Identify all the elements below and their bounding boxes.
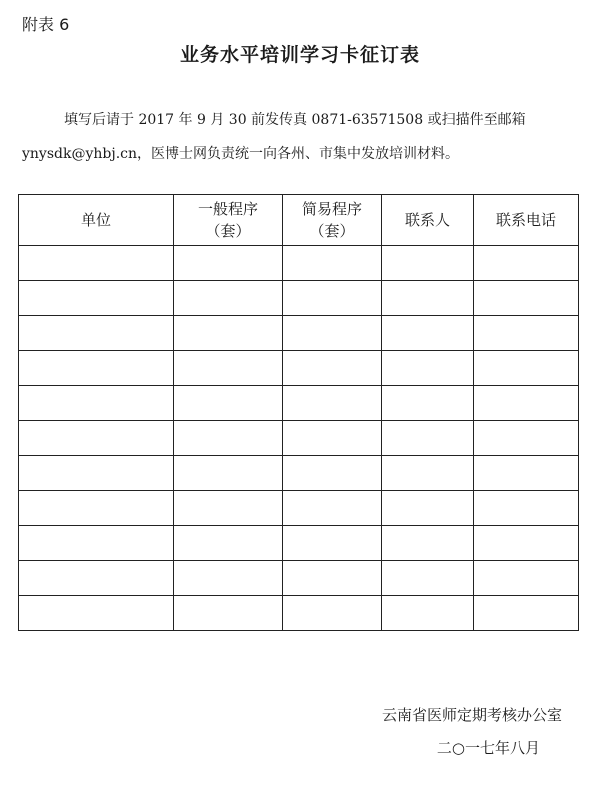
cell-general-procedure[interactable] xyxy=(174,246,283,281)
form-title: 业务水平培训学习卡征订表 xyxy=(179,44,420,66)
table-row xyxy=(19,351,579,386)
cell-simple-procedure[interactable] xyxy=(283,526,382,561)
cell-contact[interactable] xyxy=(382,421,474,456)
cell-phone[interactable] xyxy=(474,351,579,386)
cell-unit[interactable] xyxy=(19,596,174,631)
table-row xyxy=(19,491,579,526)
annex-label: 附表 6 xyxy=(22,15,70,34)
cell-unit[interactable] xyxy=(19,246,174,281)
cell-general-procedure[interactable] xyxy=(174,316,283,351)
cell-simple-procedure[interactable] xyxy=(283,596,382,631)
cell-unit[interactable] xyxy=(19,561,174,596)
instructions-line-1: 填写后请于 2017 年 9 月 30 前发传真 0871-63571508 或扫描件至邮箱 xyxy=(64,112,526,128)
cell-general-procedure[interactable] xyxy=(174,281,283,316)
order-form-table xyxy=(18,194,579,631)
header-simple-label: 简易程序 xyxy=(301,200,362,218)
table-row xyxy=(19,246,579,281)
cell-general-procedure[interactable] xyxy=(174,491,283,526)
table-row xyxy=(19,456,579,491)
cell-phone[interactable] xyxy=(474,561,579,596)
table-row xyxy=(19,596,579,631)
header-simple-unit: （套） xyxy=(309,222,355,240)
cell-contact[interactable] xyxy=(382,246,474,281)
cell-contact[interactable] xyxy=(382,526,474,561)
cell-simple-procedure[interactable] xyxy=(283,316,382,351)
header-general-procedure xyxy=(174,195,283,246)
cell-contact[interactable] xyxy=(382,386,474,421)
cell-contact[interactable] xyxy=(382,561,474,596)
cell-simple-procedure[interactable] xyxy=(283,421,382,456)
cell-general-procedure[interactable] xyxy=(174,456,283,491)
cell-general-procedure[interactable] xyxy=(174,421,283,456)
issue-date: 二○一七年八月 xyxy=(436,739,540,757)
table-row xyxy=(19,316,579,351)
cell-simple-procedure[interactable] xyxy=(283,386,382,421)
cell-phone[interactable] xyxy=(474,491,579,526)
header-contact xyxy=(382,195,474,246)
header-unit-label: 单位 xyxy=(80,211,111,229)
cell-phone[interactable] xyxy=(474,596,579,631)
cell-simple-procedure[interactable] xyxy=(283,281,382,316)
cell-unit[interactable] xyxy=(19,526,174,561)
cell-unit[interactable] xyxy=(19,456,174,491)
cell-phone[interactable] xyxy=(474,456,579,491)
cell-unit[interactable] xyxy=(19,386,174,421)
table-row xyxy=(19,281,579,316)
table-header-row xyxy=(19,195,579,246)
table-row xyxy=(19,526,579,561)
cell-general-procedure[interactable] xyxy=(174,386,283,421)
cell-general-procedure[interactable] xyxy=(174,596,283,631)
cell-contact[interactable] xyxy=(382,596,474,631)
cell-general-procedure[interactable] xyxy=(174,351,283,386)
cell-contact[interactable] xyxy=(382,281,474,316)
cell-contact[interactable] xyxy=(382,456,474,491)
cell-simple-procedure[interactable] xyxy=(283,351,382,386)
issuing-office: 云南省医师定期考核办公室 xyxy=(381,706,562,724)
cell-general-procedure[interactable] xyxy=(174,526,283,561)
instructions-line-2: ynysdk@yhbj.cn，医博士网负责统一向各州、市集中发放培训材料。 xyxy=(22,146,459,162)
header-general-unit: （套） xyxy=(205,222,251,240)
header-phone xyxy=(474,195,579,246)
cell-phone[interactable] xyxy=(474,316,579,351)
cell-contact[interactable] xyxy=(382,491,474,526)
cell-simple-procedure[interactable] xyxy=(283,561,382,596)
table-row xyxy=(19,386,579,421)
cell-simple-procedure[interactable] xyxy=(283,246,382,281)
header-contact-label: 联系人 xyxy=(404,211,450,229)
cell-contact[interactable] xyxy=(382,351,474,386)
header-phone-label: 联系电话 xyxy=(495,211,556,229)
cell-simple-procedure[interactable] xyxy=(283,491,382,526)
header-general-label: 一般程序 xyxy=(197,200,258,218)
cell-unit[interactable] xyxy=(19,491,174,526)
cell-unit[interactable] xyxy=(19,421,174,456)
cell-unit[interactable] xyxy=(19,281,174,316)
table-row xyxy=(19,421,579,456)
cell-unit[interactable] xyxy=(19,351,174,386)
cell-phone[interactable] xyxy=(474,421,579,456)
cell-phone[interactable] xyxy=(474,246,579,281)
cell-simple-procedure[interactable] xyxy=(283,456,382,491)
cell-general-procedure[interactable] xyxy=(174,561,283,596)
cell-phone[interactable] xyxy=(474,386,579,421)
table-row xyxy=(19,561,579,596)
cell-phone[interactable] xyxy=(474,281,579,316)
header-unit xyxy=(19,195,174,246)
cell-contact[interactable] xyxy=(382,316,474,351)
table-body xyxy=(19,246,579,631)
cell-unit[interactable] xyxy=(19,316,174,351)
header-simple-procedure xyxy=(283,195,382,246)
cell-phone[interactable] xyxy=(474,526,579,561)
